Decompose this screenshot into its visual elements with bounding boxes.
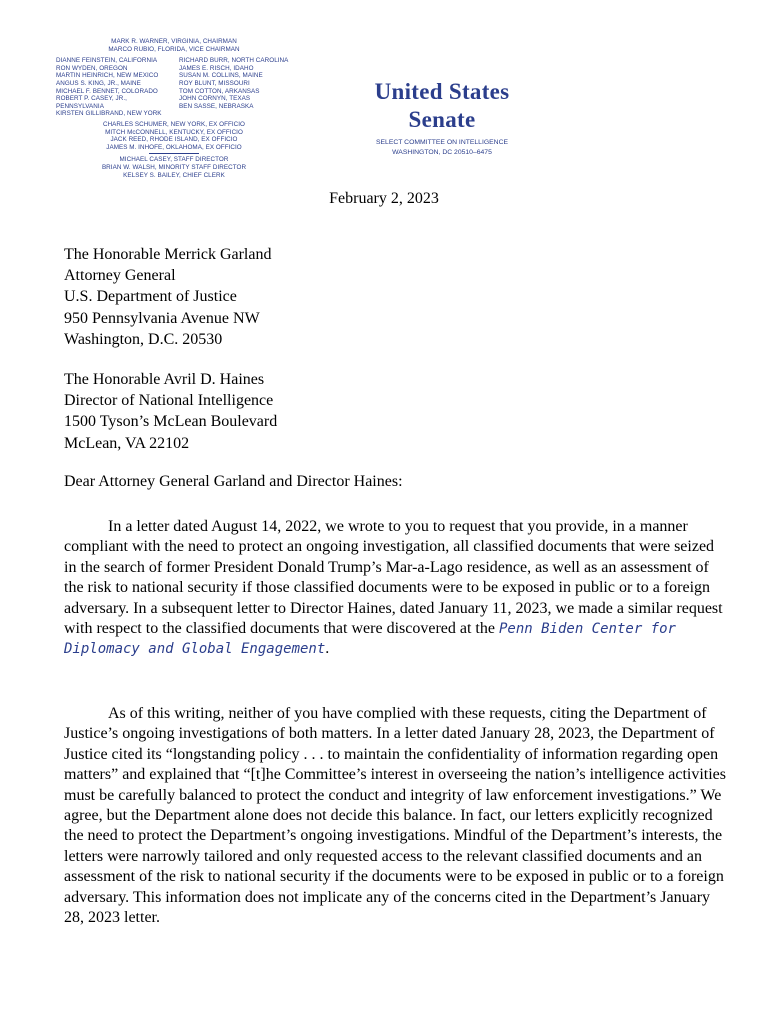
member: SUSAN M. COLLINS, MAINE xyxy=(179,72,263,80)
chairmen-list xyxy=(56,38,292,53)
member: DIANNE FEINSTEIN, CALIFORNIA xyxy=(56,57,158,65)
vice-chairman: MARCO RUBIO, FLORIDA, VICE CHAIRMAN xyxy=(108,45,240,53)
address-line: McLean, VA 22102 xyxy=(64,434,190,452)
recipient-address-garland xyxy=(64,244,271,350)
member: MARTIN HEINRICH, NEW MEXICO xyxy=(56,72,159,80)
divider xyxy=(149,153,199,154)
member: CHARLES SCHUMER, NEW YORK, EX OFFICIO xyxy=(102,120,246,128)
address-line: The Honorable Merrick Garland xyxy=(64,246,272,263)
senate-letterhead xyxy=(342,78,542,158)
salutation: Dear Attorney General Garland and Director Haines: xyxy=(64,473,403,490)
members-left xyxy=(56,57,169,118)
member: RICHARD BURR, NORTH CAROLINA xyxy=(179,57,289,65)
member: BEN SASSE, NEBRASKA xyxy=(179,102,254,110)
staff-list xyxy=(56,156,292,179)
letter-date: February 2, 2023 xyxy=(329,190,439,207)
address-line: Attorney General xyxy=(64,267,176,285)
member: MICHAEL F. BENNET, COLORADO xyxy=(56,87,158,95)
address-line: The Honorable Avril D. Haines xyxy=(64,371,265,388)
member: JOHN CORNYN, TEXAS xyxy=(179,95,251,103)
member: JACK REED, RHODE ISLAND, EX OFFICIO xyxy=(110,136,238,144)
recipient-address-haines xyxy=(64,369,277,454)
address-line: Washington, D.C. 20530 xyxy=(64,330,223,348)
members-right xyxy=(169,57,292,118)
member: JAMES M. INHOFE, OKLAHOMA, EX OFFICIO xyxy=(106,143,242,151)
member: ROY BLUNT, MISSOURI xyxy=(179,79,250,87)
highlighted-link[interactable]: Penn Biden Center for Diplomacy and Global Engagement xyxy=(64,621,676,658)
member: MITCH McCONNELL, KENTUCKY, EX OFFICIO xyxy=(105,128,243,136)
committee-roster xyxy=(56,38,292,179)
member: RON WYDEN, OREGON xyxy=(56,64,128,72)
senate-title: United States Senate xyxy=(374,79,510,132)
staff-member: KELSEY S. BAILEY, CHIEF CLERK xyxy=(123,171,225,179)
member: JAMES E. RISCH, IDAHO xyxy=(179,64,254,72)
paragraph-text: In a letter dated August 14, 2022, we wrote to you to request that you provide, in a manner compliant with the need to protect an ongoing investigation, all classified documents that were seized in the search of former President Donald Trump’s Mar-a-Lago residence, as well as an assessment of the risk to national security if those classified documents were to be exposed in public or to a foreign adversary. In a subsequent letter to Director Haines, dated January 11, 2023, we made a similar request with respect to the classified documents that were discovered at the xyxy=(64,518,723,638)
ex-officio-list xyxy=(56,121,292,151)
staff-member: BRIAN W. WALSH, MINORITY STAFF DIRECTOR xyxy=(101,163,247,171)
member: ROBERT P. CASEY, JR., PENNSYLVANIA xyxy=(56,95,127,110)
member: KIRSTEN GILLIBRAND, NEW YORK xyxy=(56,110,162,118)
address-line: 950 Pennsylvania Avenue NW xyxy=(64,309,260,327)
committee-name: SELECT COMMITTEE ON INTELLIGENCE xyxy=(375,139,509,146)
paragraph-end: . xyxy=(325,640,330,658)
member: ANGUS S. KING, JR., MAINE xyxy=(56,79,141,87)
body-paragraph-1 xyxy=(64,517,726,660)
staff-member: MICHAEL CASEY, STAFF DIRECTOR xyxy=(119,156,229,164)
committee-address: WASHINGTON, DC 20510–6475 xyxy=(392,149,492,156)
address-line: U.S. Department of Justice xyxy=(64,288,237,306)
member: TOM COTTON, ARKANSAS xyxy=(179,87,260,95)
body-paragraph-2: As of this writing, neither of you have complied with these requests, citing the Department of Justice’s ongoing investigations of both matters. In a letter dated January 28, 2023, the Department of Justice cited its “longstanding policy . . . to maintain the confidentiality of information regarding open matters” and explained that “[t]he Committee’s interest in overseeing the nation’s intelligence activities must be carefully balanced to protect the conduct and integrity of law enforcement investigations.” We agree, but the Department alone does not decide this balance. In fact, our letters explicitly recognized the need to protect the Department’s ongoing investigations. Mindful of the Department’s interests, the letters were narrowly tailored and only requested access to the relevant classified documents and an assessment of the risk to national security if the documents were to be exposed in public or to a foreign adversary. This information does not implicate any of the concerns cited in the Department’s January 28, 2023 letter. xyxy=(64,705,727,927)
chairman: MARK R. WARNER, VIRGINIA, CHAIRMAN xyxy=(111,38,237,45)
address-line: Director of National Intelligence xyxy=(64,392,274,410)
address-line: 1500 Tyson’s McLean Boulevard xyxy=(64,413,278,431)
